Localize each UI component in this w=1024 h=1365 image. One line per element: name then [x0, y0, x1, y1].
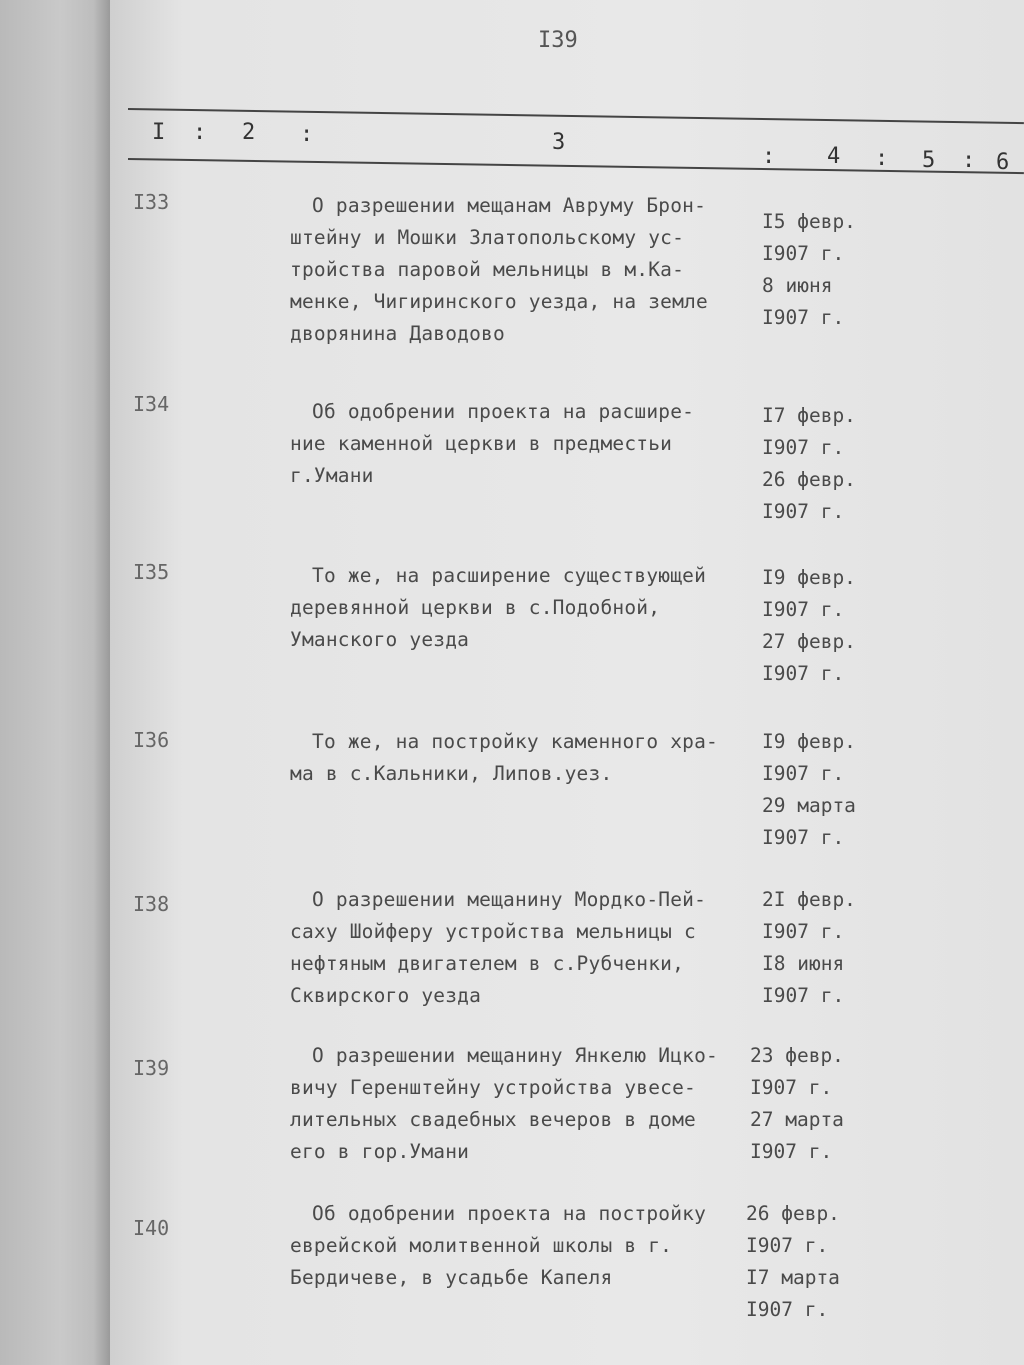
- date-line: 29 марта: [762, 794, 856, 817]
- date-line: I907 г.: [762, 920, 845, 943]
- entry-line: Бердичеве, в усадьбе Капеля: [290, 1266, 613, 1289]
- date-line: I9 февр.: [762, 566, 856, 589]
- entry-line: ние каменной церкви в предместьи: [290, 432, 673, 455]
- entry-line: тройства паровой мельницы в м.Ка-: [290, 258, 685, 281]
- entry-line: лительных свадебных вечеров в доме: [290, 1108, 696, 1131]
- entry-dates: [762, 206, 872, 334]
- entry-line: менке, Чигиринского уезда, на земле: [290, 290, 708, 313]
- column-header: 5: [922, 148, 936, 173]
- entry-line: дворянина Даводово: [290, 322, 505, 345]
- date-line: I907 г.: [750, 1076, 833, 1099]
- date-line: 26 февр.: [746, 1202, 840, 1225]
- column-header: 6: [996, 150, 1010, 175]
- entry-line: О разрешении мещанину Янкелю Ицко-: [312, 1044, 718, 1067]
- entry-line: То же, на постройку каменного хра-: [312, 730, 718, 753]
- date-line: I9 февр.: [762, 730, 856, 753]
- date-line: I907 г.: [746, 1234, 829, 1257]
- entry-line: г.Умани: [290, 464, 374, 487]
- entry-description: [290, 726, 760, 790]
- date-line: I8 июня: [762, 952, 845, 975]
- entry-line: деревянной церкви в с.Подобной,: [290, 596, 661, 619]
- entry-line: О разрешении мещанину Мордко-Пей-: [312, 888, 707, 911]
- entry-description: [290, 190, 760, 350]
- date-line: I907 г.: [762, 762, 845, 785]
- column-separator: :: [875, 146, 889, 171]
- column-header: 4: [827, 144, 841, 169]
- date-line: 2I февр.: [762, 888, 856, 911]
- entry-description: [290, 560, 760, 656]
- entry-line: еврейской молитвенной школы в г.: [290, 1234, 673, 1257]
- entry-description: [290, 1040, 760, 1168]
- date-line: I7 марта: [746, 1266, 840, 1289]
- entry-line: О разрешении мещанам Авруму Брон-: [312, 194, 707, 217]
- date-line: I907 г.: [762, 826, 845, 849]
- date-line: I907 г.: [762, 662, 845, 685]
- entry-number: I36: [133, 728, 170, 752]
- entry-number: I38: [133, 892, 170, 916]
- date-line: I907 г.: [762, 500, 845, 523]
- entry-description: [290, 884, 760, 1012]
- column-separator: :: [193, 120, 207, 145]
- entry-line: нефтяным двигателем в с.Рубченки,: [290, 952, 685, 975]
- column-header: 3: [552, 130, 566, 155]
- column-separator: :: [300, 122, 314, 147]
- date-line: I907 г.: [762, 984, 845, 1007]
- entry-line: Об одобрении проекта на расшире-: [312, 400, 695, 423]
- entry-line: вичу Геренштейну устройства увесе-: [290, 1076, 696, 1099]
- entry-number: I40: [133, 1216, 170, 1240]
- date-line: 26 февр.: [762, 468, 856, 491]
- column-separator: :: [962, 148, 976, 173]
- entry-number: I35: [133, 560, 170, 584]
- entry-line: штейну и Мошки Златопольскому ус-: [290, 226, 685, 249]
- entry-line: То же, на расширение существующей: [312, 564, 707, 587]
- entry-number: I39: [133, 1056, 170, 1080]
- date-line: I5 февр.: [762, 210, 856, 233]
- entry-dates: [750, 1040, 860, 1168]
- entry-dates: [762, 726, 872, 854]
- date-line: I907 г.: [762, 598, 845, 621]
- entry-dates: [762, 884, 872, 1012]
- entry-line: Уманского уезда: [290, 628, 470, 651]
- date-line: I907 г.: [750, 1140, 833, 1163]
- date-line: I907 г.: [762, 242, 845, 265]
- date-line: I907 г.: [746, 1298, 829, 1321]
- entry-line: Сквирского уезда: [290, 984, 482, 1007]
- date-line: 27 февр.: [762, 630, 856, 653]
- entry-line: ма в с.Кальники, Липов.уез.: [290, 762, 613, 785]
- date-line: 27 марта: [750, 1108, 844, 1131]
- entry-dates: [746, 1198, 856, 1326]
- entry-line: Об одобрении проекта на постройку: [312, 1202, 707, 1225]
- column-separator: :: [762, 144, 776, 169]
- date-line: I907 г.: [762, 306, 845, 329]
- date-line: I907 г.: [762, 436, 845, 459]
- date-line: I7 февр.: [762, 404, 856, 427]
- date-line: 8 июня: [762, 274, 833, 297]
- entry-description: [290, 396, 760, 492]
- entry-line: саху Шойферу устройства мельницы с: [290, 920, 696, 943]
- entry-dates: [762, 562, 872, 690]
- column-header: 2: [242, 120, 256, 145]
- date-line: 23 февр.: [750, 1044, 844, 1067]
- entry-dates: [762, 400, 872, 528]
- entry-number: I33: [133, 190, 170, 214]
- book-spine: [0, 0, 110, 1365]
- entry-number: I34: [133, 392, 170, 416]
- entry-description: [290, 1198, 760, 1294]
- entry-line: его в гор.Умани: [290, 1140, 470, 1163]
- page-number: I39: [538, 28, 578, 53]
- column-header: I: [152, 120, 166, 145]
